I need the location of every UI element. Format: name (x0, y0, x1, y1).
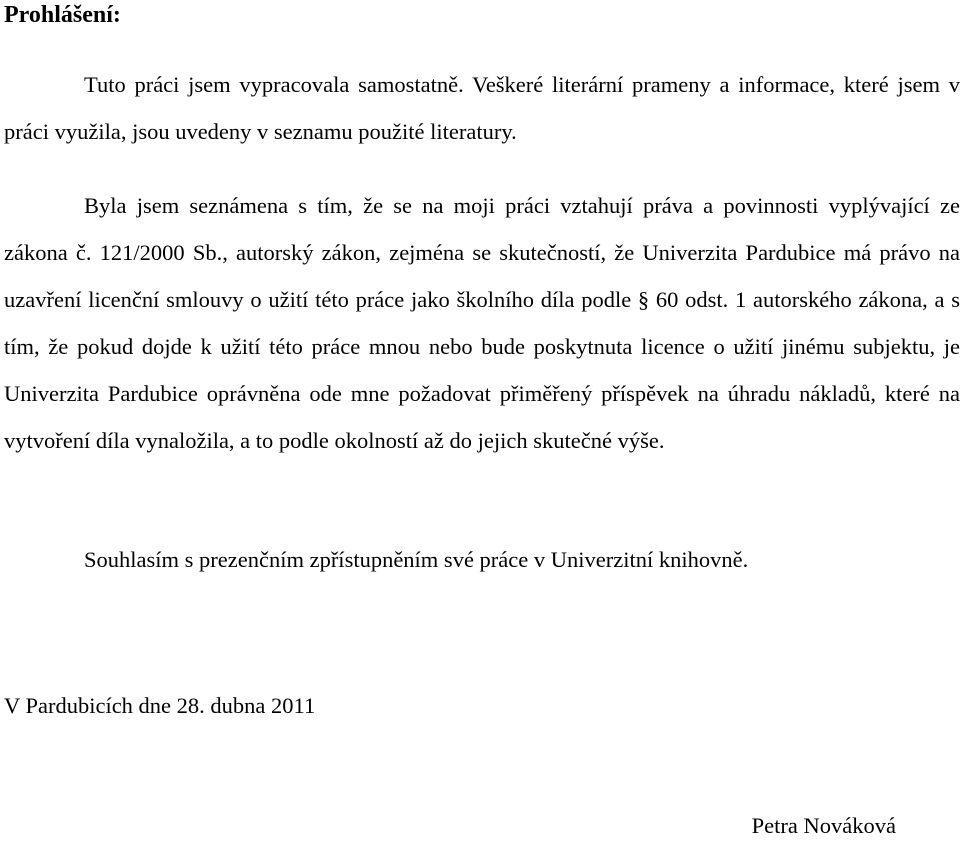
signature-name: Petra Nováková (751, 813, 896, 838)
paragraph-originality: Tuto práci jsem vypracovala samostatně. Veškeré literární prameny a informace, které jsem v práci využila, jsou uvedeny v seznamu použité literatury. (4, 72, 960, 144)
paragraph-library-consent: Souhlasím s prezenčním zpřístupněním své práce v Univerzitní knihovně. (84, 547, 749, 572)
place-and-date: V Pardubicích dne 28. dubna 2011 (4, 693, 316, 718)
page-title: Prohlášení: (4, 2, 121, 28)
paragraph-copyright: Byla jsem seznámena s tím, že se na moji práci vztahují práva a povinnosti vyplývající ze zákona č. 121/2000 Sb., autorský zákon, zejména se skutečností, že Univerzita Pardubice má právo na uzavření licenční smlouvy o užití této práce jako školního díla podle § 60 odst. 1 autorského zákona, a s tím, že pokud dojde k užití této práce mnou nebo bude poskytnuta licence o užití jinému subjektu, je Univerzita Pardubice oprávněna ode mne požadovat přiměřený příspěvek na úhradu nákladů, které na vytvoření díla vynaložila, a to podle okolností až do jejich skutečné výše. (4, 193, 960, 453)
